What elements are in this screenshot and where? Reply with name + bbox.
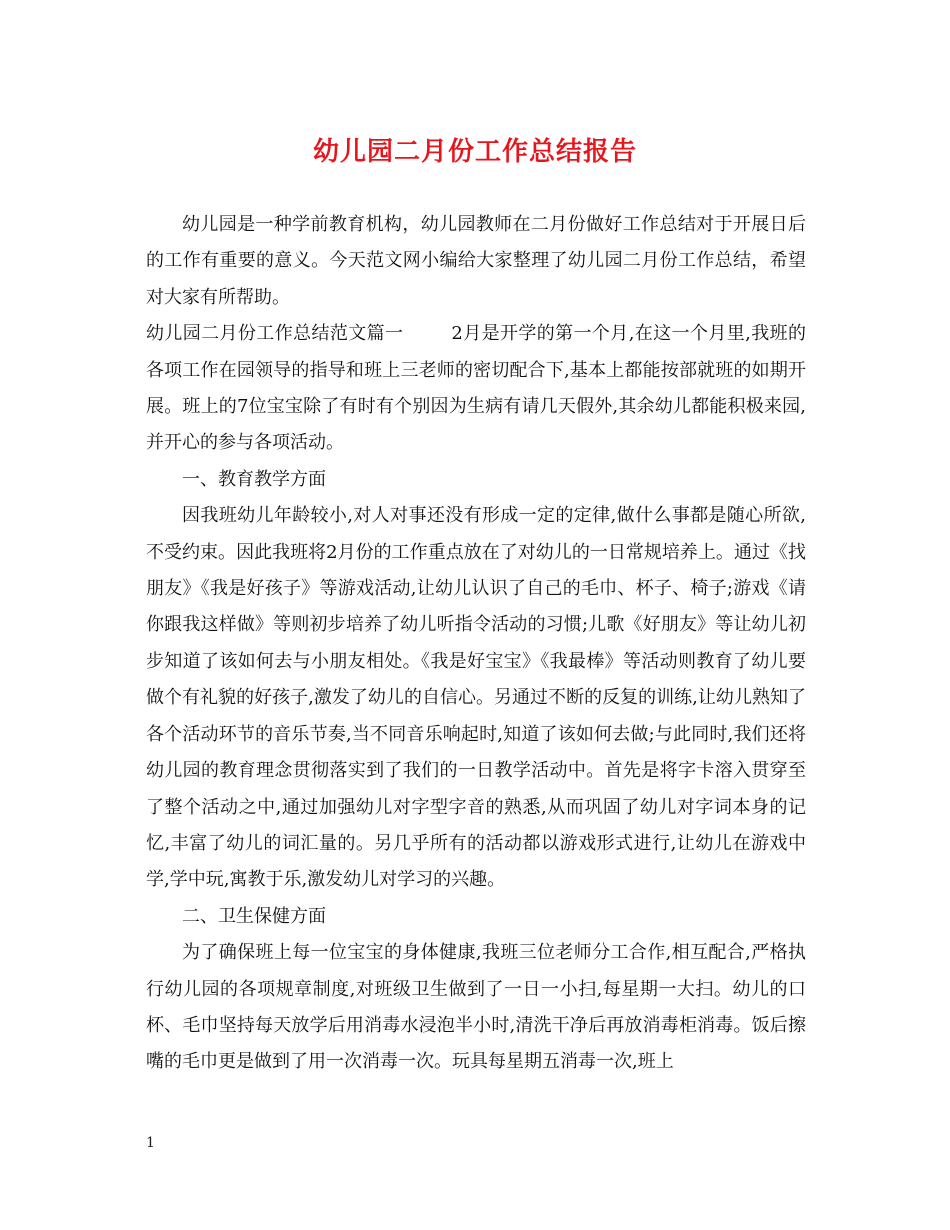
section-heading-health: 二、卫生保健方面	[182, 905, 326, 927]
document-body	[146, 207, 806, 1081]
section-body-education: 因我班幼儿年龄较小,对人对事还没有形成一定的定律,做什么事都是随心所欲,不受约束。因此我班将2月份的工作重点放在了对幼儿的一日常规培养上。通过《找朋友》《我是好孩子》等游戏活动,让幼儿认识了自己的毛巾、杯子、椅子;游戏《请你跟我这样做》等则初步培养了幼儿听指令活动的习惯;儿歌《好朋友》等让幼儿初步知道了该如何去与小朋友相处。《我是好宝宝》《我最棒》等活动则教育了幼儿要做个有礼貌的好孩子,激发了幼儿的自信心。另通过不断的反复的训练,让幼儿熟知了各个活动环节的音乐节奏,当不同音乐响起时,知道了该如何去做;与此同时,我们还将幼儿园的教育理念贯彻落实到了我们的一日教学活动中。首先是将字卡溶入贯穿至了整个活动之中,通过加强幼儿对字型字音的熟悉,从而巩固了幼儿对字词本身的记忆,丰富了幼儿的词汇量的。另几乎所有的活动都以游戏形式进行,让幼儿在游戏中学,学中玩,寓教于乐,激发幼儿对学习的兴趣。	[146, 505, 806, 891]
sample-paragraph	[146, 316, 806, 462]
intro-paragraph: 幼儿园是一种学前教育机构，幼儿园教师在二月份做好工作总结对于开展日后的工作有重要的意义。今天范文网小编给大家整理了幼儿园二月份工作总结，希望对大家有所帮助。	[146, 214, 806, 308]
page-number: 1	[146, 1135, 155, 1151]
sample-opening-text: 2月是开学的第一个月,在这一个月里,我班的各项工作在园领导的指导和班上三老师的密切配合下,基本上都能按部就班的如期开展。班上的7位宝宝除了有时有个别因为生病有请几天假外,其余幼儿都能积极来园,并开心的参与各项活动。	[146, 323, 806, 454]
section-heading-education: 一、教育教学方面	[182, 468, 326, 490]
section-body-health: 为了确保班上每一位宝宝的身体健康,我班三位老师分工合作,相互配合,严格执行幼儿园的各项规章制度,对班级卫生做到了一日一小扫,每星期一大扫。幼儿的口杯、毛巾坚持每天放学后用消毒水浸泡半小时,清洗干净后再放消毒柜消毒。饭后擦嘴的毛巾更是做到了用一次消毒一次。玩具每星期五消毒一次,班上	[146, 942, 806, 1073]
document-title: 幼儿园二月份工作总结报告	[312, 137, 637, 167]
sample-heading: 幼儿园二月份工作总结范文篇一	[146, 323, 404, 345]
